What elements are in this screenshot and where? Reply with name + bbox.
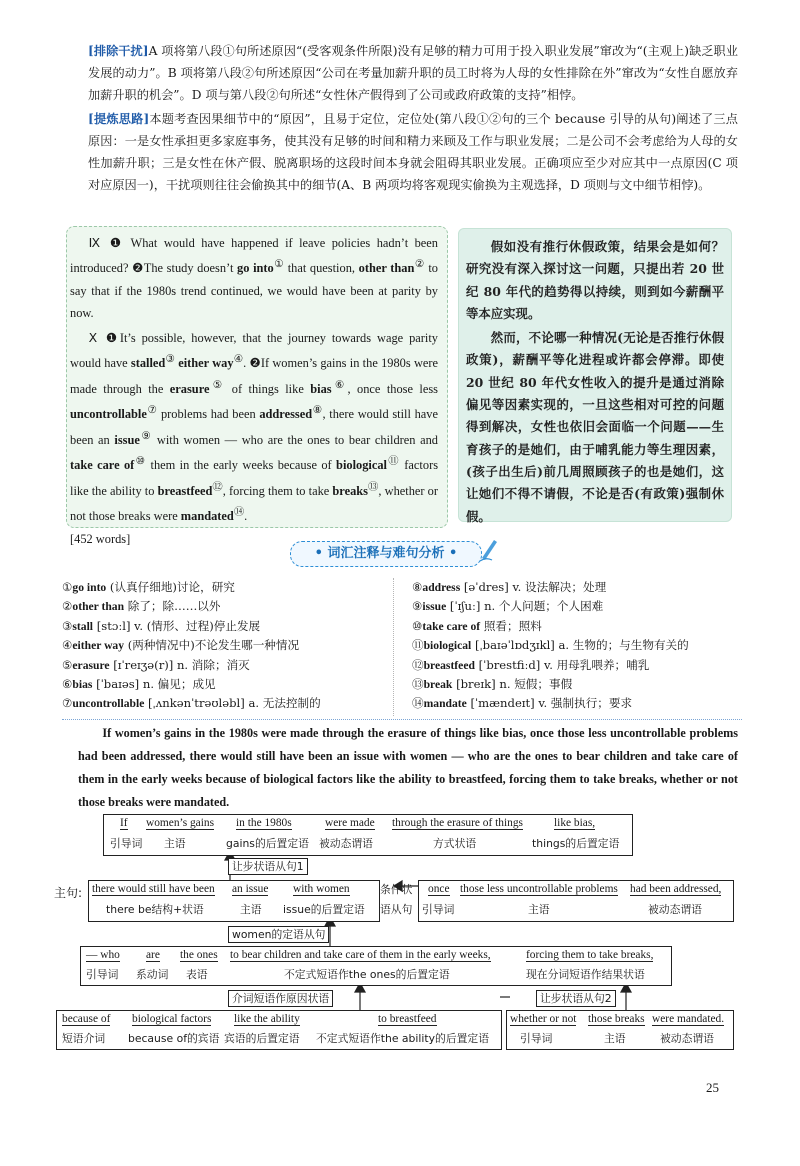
sentence-text: It’s possible, however, that the journey towards wage parity would have <box>70 330 438 371</box>
diagram-cn: 引导词 <box>422 903 455 916</box>
diagram-en: the ones <box>180 949 218 961</box>
vocab-number: ⑦ <box>62 696 73 711</box>
diagram-cn: 引导词 <box>86 968 119 981</box>
vocab-word: either way <box>72 639 125 653</box>
diagram-en: — who <box>86 949 120 961</box>
diagram-cn: 主语 <box>240 903 262 916</box>
diagram-en: to breastfeed <box>378 1013 437 1025</box>
note-marker: ③ <box>165 354 175 366</box>
vocab-definition: [stɔːl] v. (情形、过程)停止发展 <box>93 618 261 633</box>
vocab-word: uncontrollable <box>70 407 147 422</box>
sentence-text: What would have happened if leave policies hadn’t been introduced? <box>70 236 438 276</box>
vocab-word: issue <box>114 432 140 447</box>
note-marker: ⑨ <box>139 430 153 442</box>
sentence-text: The study doesn’t <box>143 261 238 276</box>
sentence-text: problems had been <box>157 407 260 422</box>
vocab-word: mandate <box>423 697 467 711</box>
vocab-number: ② <box>62 599 73 614</box>
note-marker: ④ <box>233 354 244 366</box>
label-attributive-clause: women的定语从句 <box>228 926 329 943</box>
diagram-cn: 被动态谓语 <box>319 837 373 850</box>
note-marker: ① <box>273 259 285 271</box>
analysis-text-2: 本题考查因果细节中的“原因”，且易于定位，定位处(第八段①②句的三个 because 引导的从句)阐述了三点原因：一是女性承担更多家庭事务，使其没有足够的时间和精力来顾及工作与职业发展；二是公司不会考虑给为人母的女性加薪升职；三是女性在休产假、脱离职场的这段时间本身就会阻碍其职业发展。正确项应至少对应其中一点原因(C 项对应原因一)，干扰项则往往会偷换其中的细节(A、B 两项均将客观现实偷换为主观选择，D 项则与文中细节相悖)。 <box>88 112 738 192</box>
vocab-definition: [ˈbaɪəs] n. 偏见；成见 <box>92 677 216 692</box>
vocab-definition: 除了；除……以外 <box>124 599 221 614</box>
note-marker: ⑫ <box>212 481 223 493</box>
diagram-en: like the ability <box>234 1013 300 1025</box>
vocab-definition: [ˌʌnkənˈtrəʊləbl] a. 无法控制的 <box>144 696 321 711</box>
note-marker: ⑩ <box>134 456 147 468</box>
analysis-text-1: A 项将第八段①句所述原因“(受客观条件所限)没有足够的精力可用于投入职业发展”窜改为“(主观上)缺乏职业发展的动力”。B 项将第八段②句所述原因“公司在考量加薪升职的员工时将为人母的女性排除在外”窜改为“女性自愿放弃加薪升职的机会”。D 项与第八段②句所述“女性休产假得到了公司或政府政策的支持”相悖。 <box>88 44 738 102</box>
vocab-word: either way <box>178 356 234 371</box>
note-marker: ⑧ <box>312 405 323 417</box>
diagram-cn: 主语 <box>604 1032 626 1045</box>
exclude-distractor-tag: [排除干扰] <box>88 44 149 58</box>
vocab-word: bias <box>72 678 93 692</box>
paragraph-number: Ⅸ <box>88 236 104 250</box>
note-marker: ⑭ <box>233 507 245 519</box>
vocab-word: uncontrollable <box>72 697 145 711</box>
sentence-text: , forcing them to take <box>222 483 333 498</box>
sentence-text: them in the early weeks because of <box>146 458 337 473</box>
vocab-number: ⑨ <box>412 599 423 614</box>
note-marker: ⑪ <box>387 456 400 468</box>
vocab-word: biological <box>423 639 472 653</box>
vocab-word: take care of <box>70 458 135 473</box>
paragraph-number: Ⅹ <box>88 330 100 345</box>
note-marker: ⑥ <box>331 379 348 391</box>
diagram-cn: 主语 <box>164 837 186 850</box>
vocab-word: stall <box>72 619 94 633</box>
sentence-text: with women — who are the ones to bear children and <box>152 432 439 447</box>
diagram-en: forcing them to take breaks, <box>526 949 654 961</box>
word-count: [452 words] <box>70 531 131 546</box>
diagram-en: biological factors <box>132 1013 212 1025</box>
vocab-word: bias <box>310 381 332 396</box>
vocab-word: stalled <box>130 356 166 371</box>
sentence-text: factors like the ability to <box>70 458 439 498</box>
diagram-cn: 引导词 <box>110 837 143 850</box>
vocab-number: ① <box>62 580 73 594</box>
translation-paragraph-1: 假如没有推行休假政策，结果会是如何？研究没有深入探讨这一问题，只提出若 20 世纪 80 年代的趋势得以持续，则到如今薪酬平等本应实现。 <box>466 239 724 321</box>
note-marker: ⑬ <box>367 481 379 493</box>
vocab-definition: (认真仔细地)讨论，研究 <box>106 580 235 594</box>
note-marker: ⑤ <box>209 379 226 391</box>
sentence-text: to say that if the 1980s trend continued, we would have been at parity by now. <box>70 261 438 321</box>
vocab-definition: [əˈdres] v. 设法解决；处理 <box>460 580 607 594</box>
vocab-definition: [ˌbaɪəˈlɒdʒɪkl] a. 生物的；与生物有关的 <box>471 638 689 653</box>
diagram-cn: 主语 <box>528 903 550 916</box>
label-concessive-2: 让步状语从句2 <box>536 990 616 1007</box>
diagram-en: to bear children and take care of them in the early weeks, <box>230 949 491 961</box>
diagram-en: those less uncontrollable problems <box>460 883 618 895</box>
vocab-definition: (两种情况中)不论发生哪一种情况 <box>124 638 300 653</box>
diagram-en: with women <box>293 883 350 895</box>
sentence-text: , once those less <box>347 381 438 396</box>
vocab-section-title: • 词汇注释与难句分析 • <box>290 541 482 567</box>
diagram-cn: 不定式短语作the ones的后置定语 <box>284 968 450 981</box>
diagram-cn: 不定式短语作the ability的后置定语 <box>316 1032 490 1045</box>
vocab-word: take care of <box>422 619 481 633</box>
sentence-marker: ❶ <box>109 236 125 250</box>
diagram-en: once <box>428 883 450 895</box>
vocab-definition: [ˈmændeɪt] v. 强制执行；要求 <box>466 696 633 711</box>
diagram-cn: 被动态谓语 <box>648 903 702 916</box>
diagram-cn: 宾语的后置定语 <box>224 1032 300 1045</box>
vocab-word: erasure <box>169 381 210 396</box>
diagram-cn: 引导词 <box>520 1032 553 1045</box>
diagram-cn: issue的后置定语 <box>283 903 365 916</box>
diagram-cn: 短语介词 <box>62 1032 106 1045</box>
diagram-en: were made <box>325 817 375 829</box>
translation-paragraph-2: 然而，不论哪一种情况(无论是否推行休假政策)，薪酬平等化进程或许都会停滞。即使 20 世纪 80 年代女性收入的提升是通过消除偏见等因素实现的，一旦这些相对可控的问题得到解决，女性也依旧会面临一个问题——生育孩子的是她们，由于哺乳能力等生理因素，(孩子出生后)前几周照顾孩子的也是她们，这让她们不得不请假，不论是否(有政策)强制休假。 <box>466 330 724 524</box>
diagram-en: like bias, <box>554 817 596 829</box>
diagram-cn: 被动态谓语 <box>660 1032 714 1045</box>
vocab-number: ⑭ <box>412 696 424 711</box>
vocab-word: other than <box>72 600 125 614</box>
diagram-cn: things的后置定语 <box>532 837 620 850</box>
sentence-text: , there would still have been an <box>70 407 438 447</box>
sentence-text: . <box>244 509 248 524</box>
vocab-number: ⑬ <box>412 677 424 692</box>
diagram-en: If <box>120 817 128 829</box>
diagram-en: were mandated. <box>652 1013 725 1025</box>
note-marker: ⑦ <box>146 405 158 417</box>
sentence-text: that question, <box>284 261 359 276</box>
diagram-cn: 现在分词短语作结果状语 <box>526 968 645 981</box>
sentence-text: . <box>243 356 250 371</box>
vocab-word: break <box>423 678 453 692</box>
diagram-en: in the 1980s <box>236 817 292 829</box>
vocab-number: ③ <box>62 618 73 633</box>
label-concessive-1: 让步状语从句1 <box>228 858 308 875</box>
diagram-en: women’s gains <box>146 817 215 829</box>
vocab-word: go into <box>72 581 107 594</box>
page-number: 25 <box>706 1080 719 1095</box>
condition-label: 条件状 <box>380 883 413 896</box>
main-clause-label: 主句: <box>54 886 83 900</box>
note-marker: ② <box>414 259 425 271</box>
vocab-number: ⑪ <box>412 638 424 653</box>
vocab-definition: [ˈbrestfiːd] v. 用母乳喂养；哺乳 <box>474 657 650 672</box>
diagram-cn: 方式状语 <box>433 837 477 850</box>
vocab-number: ⑥ <box>62 677 73 692</box>
diagram-cn: there be结构+状语 <box>106 903 204 916</box>
vocab-definition: [ɪˈreɪʒə(r)] n. 消除；消灭 <box>109 657 250 672</box>
sentence-text: of things like <box>225 381 311 396</box>
vocab-word: biological <box>336 458 387 473</box>
vocab-number: ⑩ <box>412 618 423 633</box>
vocab-word: address <box>422 581 461 594</box>
vocab-word: mandated <box>180 509 234 524</box>
vocab-number: ⑧ <box>412 580 423 594</box>
vocab-word: breastfeed <box>157 483 213 498</box>
vocab-definition: [ˈɪʃuː] n. 个人问题；个人困难 <box>446 599 604 614</box>
vocab-word: go into <box>237 261 274 276</box>
vocab-definition: 照看；照料 <box>480 618 542 633</box>
diagram-en: because of <box>62 1013 111 1025</box>
diagram-en: are <box>146 949 160 961</box>
diagram-cn: 系动词 <box>136 968 169 981</box>
sentence-text: , whether or not those breaks were <box>70 483 438 524</box>
vocab-word: other than <box>358 261 415 276</box>
vocab-definition: [breɪk] n. 短假；事假 <box>452 677 573 692</box>
vocab-word: addressed <box>259 407 313 422</box>
sentence-marker: ❷ <box>249 356 261 371</box>
diagram-en: whether or not <box>510 1013 577 1025</box>
vocab-number: ④ <box>62 638 73 653</box>
sentence-text: If women’s gains in the 1980s were made through the <box>70 356 439 396</box>
vocab-word: breaks <box>332 483 368 498</box>
diagram-en: there would still have been <box>92 883 215 895</box>
vocab-word: issue <box>422 600 447 614</box>
condition-label: 语从句 <box>380 903 413 916</box>
vocab-number: ⑫ <box>412 657 424 672</box>
label-cause-adverbial: 介词短语作原因状语 <box>228 990 333 1007</box>
diagram-en: had been addressed, <box>630 883 722 895</box>
vocab-word: erasure <box>72 658 110 672</box>
sentence-marker: ❷ <box>132 261 144 276</box>
diagram-cn: 表语 <box>186 968 208 981</box>
diagram-en: through the erasure of things <box>392 817 523 829</box>
diagram-en: those breaks <box>588 1013 645 1025</box>
diagram-cn: gains的后置定语 <box>226 837 309 850</box>
sentence-marker: ❶ <box>105 330 120 345</box>
diagram-cn: because of的宾语 <box>128 1032 220 1045</box>
thinking-tag: [提炼思路] <box>88 112 150 126</box>
vocab-word: breastfeed <box>423 658 475 672</box>
vocab-number: ⑤ <box>62 657 73 672</box>
diagram-en: an issue <box>232 883 269 895</box>
difficult-sentence: If women’s gains in the 1980s were made through the erasure of things like bias, once those less uncontrollable problems had been addressed, there would still have been an issue with women — who are the ones to bear children and take care of them in the early weeks because of biological factors like the ability to breastfeed, forcing them to take breaks, whether or not those breaks were mandated. <box>78 726 738 809</box>
